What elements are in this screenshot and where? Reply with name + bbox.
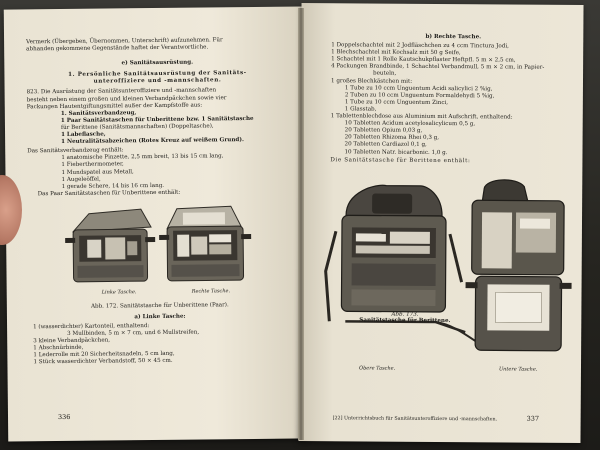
right-bag-item: 1 Blechschachtel mit Kochsalz mit 50 g Seife, [331, 49, 461, 57]
figure-173 [315, 171, 576, 383]
para-823-line-2: besteht neben einem großen und kleinen Verbandpäckchen sowie vier [26, 94, 227, 103]
right-bag-item: 1 Tablettenblechdose aus Aluminium mit Aufschrift, enthaltend: [330, 113, 513, 121]
bandage-heading: Das Sanitätsverbandzeug enthält: [27, 147, 124, 155]
right-bag-item: 1 großes Blechkästchen mit: [330, 77, 413, 85]
left-bag-item: 3 Mullbinden, 5 m × 7 cm, und 6 Mullstreifen, [67, 329, 200, 337]
section-title-2: unteroffiziere und -mannschaften. [93, 77, 222, 86]
page-number-right: 337 [526, 414, 540, 423]
para-823-line-1: 823. Die Ausrüstung der Sanitätsunteroffiziere und -mannschaften [26, 87, 217, 96]
intro-line-2: abhanden gekommene Gegenstände haftet der Verantwortliche. [26, 44, 209, 53]
right-bag-item: 10 Tabletten Acidum acetylosalicylicum 0,5 g, [344, 120, 476, 128]
kit-item: 1 Neutralitätsabzeichen (Rotes Kreuz auf weißem Grund). [61, 137, 244, 146]
left-bag-item: 1 (wasserdichter) Kartonteil, enthaltend: [33, 323, 150, 331]
figure-173-number: Abb. 173. [391, 311, 419, 318]
figure-caption-bottom-bag: Untere Tasche. [498, 366, 538, 373]
right-bag-item: 4 Packungen Brandbinde, 1 Schachtel Verbandmull, 5 m × 2 cm, in Papier- [331, 63, 545, 72]
bandage-item: 1 gerade Schere, 14 bis 16 cm lang. [61, 182, 165, 190]
bandage-item: 1 Augeleöffel, [61, 176, 101, 183]
left-bag-item: 1 Stück wasserdichter Verbandstoff, 50 × 45 cm. [33, 358, 173, 366]
bandage-item: 1 Fieberthermometer, [61, 161, 124, 169]
right-page [298, 3, 583, 443]
left-bag-heading: a) Linke Tasche: [134, 313, 186, 321]
right-bag-item: 1 Glasstab, [344, 106, 377, 113]
figure-caption-top-bag: Obere Tasche. [358, 365, 396, 372]
right-bag-item: 1 Schachtel mit 1 Rolle Kautschukpflaster Heftpfl. 5 m × 2,5 cm, [331, 56, 516, 64]
figure-173-label [359, 311, 450, 324]
top-bag-drawing [325, 185, 488, 348]
left-bag-item: 1 Lederrolle mit 20 Sicherheitsnadeln, 5 cm lang, [33, 351, 175, 359]
figure-172 [59, 200, 260, 302]
para-823-line-3: Packungen Hautentgiftungsmittel außer der Kampfstoffe aus: [26, 102, 203, 110]
right-bag-item: 20 Tabletten Opium 0,03 g, [344, 127, 423, 135]
section-title-1: 1. Persönliche Sanitätsausrüstung der Sanitäts- [68, 70, 247, 79]
right-bag-item: 1 Tube zu 10 ccm Unguentum Zinci, [344, 99, 449, 106]
left-bag-item: 3 kleine Verbandpäckchen, [33, 337, 111, 345]
kit-item: 1 Labeflasche, [61, 131, 106, 139]
figure-caption-left: Linke Tasche. [101, 289, 137, 296]
mounted-medical-bag-illustration [315, 171, 576, 373]
intro-line-1: Vermerk (Übergeben, Übernommen, Unterschrift) aufzunehmen. Für [26, 37, 223, 46]
medical-bags-illustration [59, 200, 260, 290]
bottom-bag-drawing [465, 180, 572, 351]
left-bag-item: 1 Abschnürbinde, [33, 345, 84, 352]
right-bag-item: 20 Tabletten Cardiazol 0,1 g, [344, 141, 427, 149]
page-number-left: 336 [57, 412, 71, 422]
left-page [4, 6, 307, 441]
section-heading: e) Sanitätsausrüstung. [121, 59, 194, 67]
right-bag-item: 1 Tube zu 10 ccm Unguentum Acidi salicylici 2 %ig, [344, 84, 493, 93]
figure-173-title: Sanitätstasche für Berittene. [359, 317, 451, 325]
right-bag-item: beuteln, [373, 70, 397, 78]
right-bag-drawing [159, 206, 252, 281]
figure-caption-right: Rechte Tasche. [191, 288, 231, 295]
kit-item: 1. Sanitätsverbandzeug, [60, 109, 137, 117]
kit-item: 1 Paar Sanitätstaschen für Unberittene bzw. 1 Sanitätstasche [60, 115, 254, 124]
right-bag-item: 1 Doppelschachtel mit 2 Jodfläschchen zu 4 ccm Tinctura Jodi, [331, 42, 509, 50]
pair-heading: Das Paar Sanitätstaschen für Unberittene enthält: [37, 189, 181, 198]
figure-172-label: Abb. 172. Sanitätstasche für Unberittene (Paar). [90, 302, 229, 310]
mounted-heading: Die Sanitätstasche für Berittene enthält: [330, 156, 471, 164]
bandage-item: 1 anatomische Pinzette, 2,5 mm breit, 13 bis 15 cm lang, [61, 153, 224, 162]
right-bag-item: 2 Tuben zu 10 ccm Unguentum Formaldehydi 5 %ig, [344, 92, 495, 100]
right-bag-heading: b) Rechte Tasche. [425, 33, 482, 41]
right-bag-item: 20 Tabletten Rhizoma Rhei 0,3 g, [344, 134, 440, 142]
kit-item: für Berittene (Sanitätsmannschaften) (Doppeltasche), [60, 123, 214, 131]
running-footer: [22] Unterrichtsbuch für Sanitätsunteroffiziere und -mannschaften. [332, 416, 498, 423]
bandage-item: 1 Mundspatel aus Metall, [61, 168, 134, 176]
right-bag-item: 10 Tabletten Natr. bicarbonic. 1,0 g. [344, 148, 448, 156]
left-bag-drawing [65, 209, 156, 282]
book-gutter [298, 8, 304, 440]
